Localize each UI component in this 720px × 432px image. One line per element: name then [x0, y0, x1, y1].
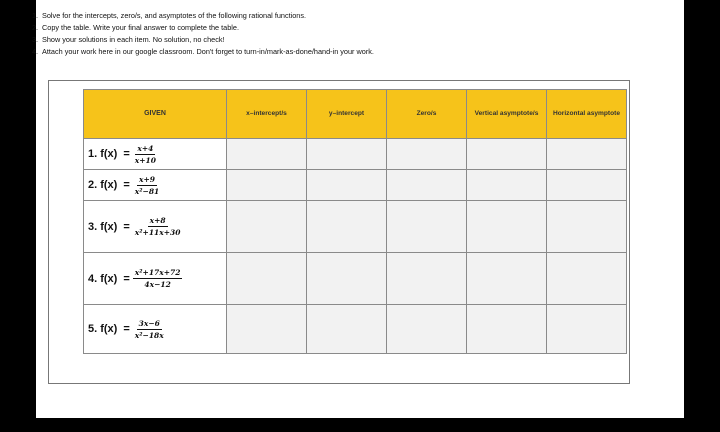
function-label: 5. f(x)	[88, 323, 118, 335]
fraction	[133, 216, 183, 237]
fraction	[133, 175, 161, 196]
answer-cell-x-intercept[interactable]	[227, 170, 307, 201]
instruction-item	[32, 10, 632, 22]
instruction-item	[32, 46, 632, 58]
header-zero: Zero/s	[387, 90, 467, 139]
answer-cell-y-intercept[interactable]	[307, 201, 387, 253]
answer-cell-x-intercept[interactable]	[227, 139, 307, 170]
denominator: x+10	[134, 155, 156, 165]
table-header-row	[84, 90, 627, 139]
instruction-number: 2.	[32, 23, 39, 32]
function-expression	[88, 216, 182, 237]
answer-cell-zero[interactable]	[387, 201, 467, 253]
rational-functions-table	[83, 89, 627, 354]
fraction	[133, 268, 183, 289]
answer-cell-y-intercept[interactable]	[307, 305, 387, 354]
header-vertical-asymptote: Vertical asymptote/s	[467, 90, 547, 139]
instruction-number: 3.	[32, 35, 39, 44]
answer-cell-y-intercept[interactable]	[307, 170, 387, 201]
answer-cell-x-intercept[interactable]	[227, 305, 307, 354]
denominator: 4x−12	[144, 280, 171, 289]
numerator: x+4	[137, 143, 154, 153]
answer-cell-zero[interactable]	[387, 305, 467, 354]
instruction-item	[32, 22, 632, 34]
fraction	[133, 144, 158, 165]
table-row	[84, 305, 627, 354]
header-given: GIVEN	[84, 90, 227, 139]
function-label: 1. f(x)	[88, 148, 118, 160]
answer-cell-horizontal-asymptote[interactable]	[547, 139, 627, 170]
instruction-text: Attach your work here in our google classroom. Don't forget to turn-in/mark-as-done/hand-in your work.	[42, 47, 374, 56]
function-expression	[88, 144, 158, 165]
table-row	[84, 139, 627, 170]
answer-cell-zero[interactable]	[387, 253, 467, 305]
equals-sign: =	[123, 148, 130, 160]
fraction	[133, 319, 166, 340]
function-expression	[88, 175, 161, 196]
answer-cell-y-intercept[interactable]	[307, 253, 387, 305]
denominator: x²−18x	[134, 330, 164, 340]
answer-cell-zero[interactable]	[387, 139, 467, 170]
answer-cell-x-intercept[interactable]	[227, 253, 307, 305]
instruction-item	[32, 34, 632, 46]
instruction-text: Solve for the intercepts, zero/s, and asymptotes of the following rational functions.	[42, 11, 307, 20]
table-row	[84, 201, 627, 253]
answer-cell-vertical-asymptote[interactable]	[467, 139, 547, 170]
answer-cell-horizontal-asymptote[interactable]	[547, 253, 627, 305]
header-y-intercept: y–intercept	[307, 90, 387, 139]
given-cell	[84, 253, 227, 305]
denominator: x²+11x+30	[134, 228, 181, 237]
numerator: x+8	[149, 216, 166, 225]
answer-cell-horizontal-asymptote[interactable]	[547, 170, 627, 201]
equals-sign: =	[123, 220, 130, 233]
answer-cell-zero[interactable]	[387, 170, 467, 201]
function-expression	[88, 268, 182, 289]
instructions-list	[32, 10, 632, 58]
instruction-text: Copy the table. Write your final answer to complete the table.	[42, 23, 239, 32]
equals-sign: =	[123, 323, 130, 335]
instruction-number: 4.	[32, 47, 39, 56]
answer-cell-y-intercept[interactable]	[307, 139, 387, 170]
header-horizontal-asymptote: Horizontal asymptote	[547, 90, 627, 139]
function-expression	[88, 319, 166, 340]
instruction-number: 1.	[32, 11, 39, 20]
answer-cell-horizontal-asymptote[interactable]	[547, 305, 627, 354]
given-cell	[84, 139, 227, 170]
answer-cell-vertical-asymptote[interactable]	[467, 170, 547, 201]
answer-cell-vertical-asymptote[interactable]	[467, 253, 547, 305]
header-x-intercept: x–intercept/s	[227, 90, 307, 139]
given-cell	[84, 170, 227, 201]
answer-cell-horizontal-asymptote[interactable]	[547, 201, 627, 253]
equals-sign: =	[123, 179, 130, 191]
function-label: 2. f(x)	[88, 179, 118, 191]
answer-cell-vertical-asymptote[interactable]	[467, 305, 547, 354]
instruction-text: Show your solutions in each item. No solution, no check!	[42, 35, 225, 44]
answer-cell-vertical-asymptote[interactable]	[467, 201, 547, 253]
given-cell	[84, 201, 227, 253]
function-label: 4. f(x)	[88, 272, 118, 285]
numerator: 3x−6	[138, 318, 160, 328]
table-row	[84, 170, 627, 201]
answer-cell-x-intercept[interactable]	[227, 201, 307, 253]
numerator: x²+17x+72	[134, 268, 181, 277]
denominator: x²−81	[134, 186, 160, 196]
function-label: 3. f(x)	[88, 220, 118, 233]
numerator: x+9	[139, 174, 156, 184]
given-cell	[84, 305, 227, 354]
table-row	[84, 253, 627, 305]
equals-sign: =	[123, 272, 130, 285]
